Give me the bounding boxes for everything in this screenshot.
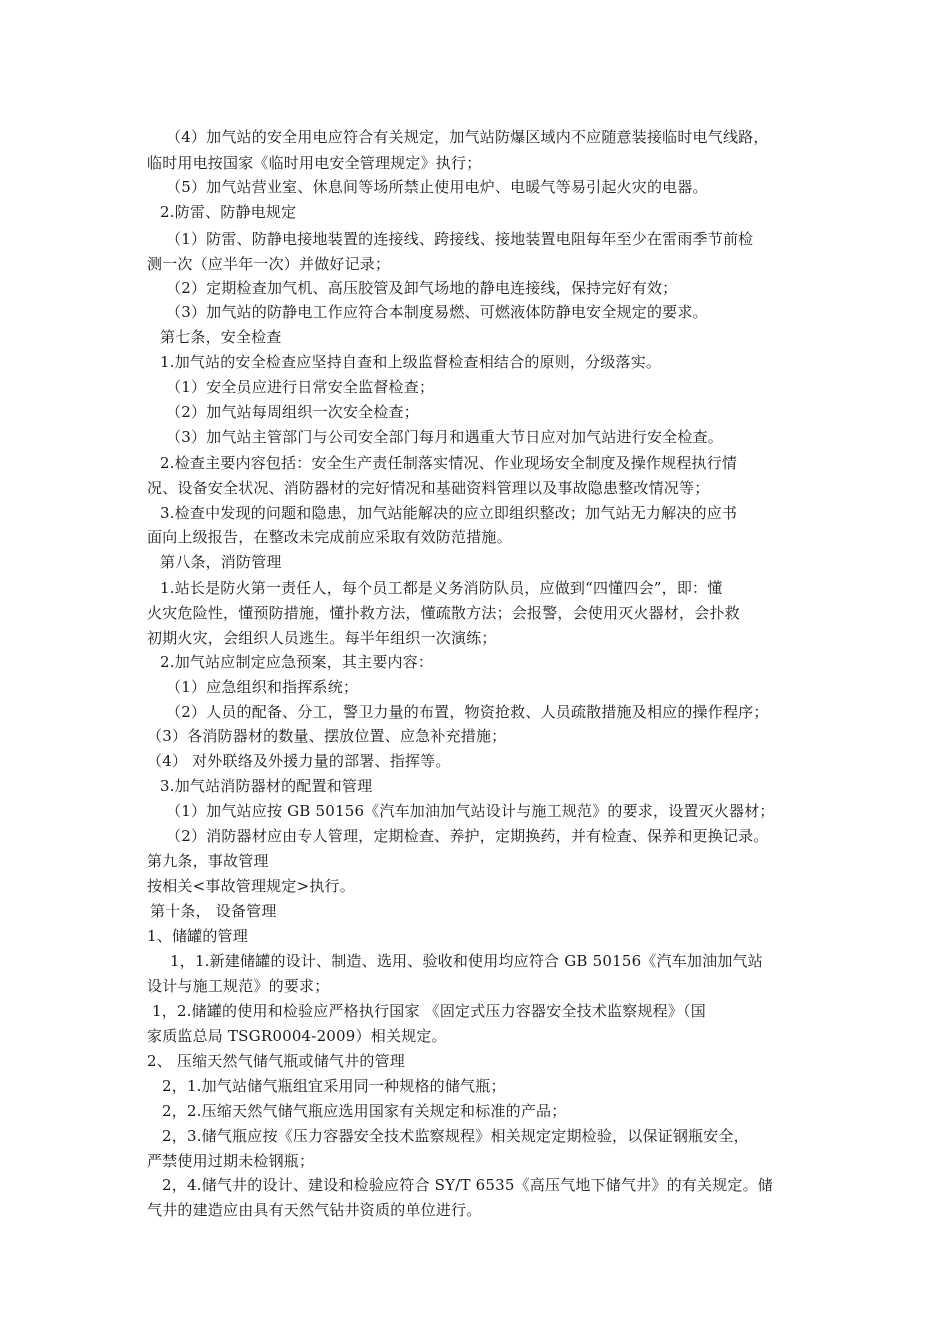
text-line: 测一次（应半年一次）并做好记录；: [147, 255, 391, 273]
article-heading: 第八条，消防管理: [160, 553, 282, 571]
text-line: 2.检查主要内容包括：安全生产责任制落实情况、作业现场安全制度及操作规程执行情: [160, 454, 738, 472]
text-line: （2）定期检查加气机、高压胶管及卸气场地的静电连接线，保持完好有效；: [166, 279, 678, 297]
text-line: （1）应急组织和指挥系统；: [166, 678, 359, 696]
article-heading: 第九条，事故管理: [147, 852, 269, 870]
text-line: （1）安全员应进行日常安全监督检查；: [166, 378, 435, 396]
text-line: （1）加气站应按 GB 50156《汽车加油加气站设计与施工规范》的要求，设置灭火器材；: [166, 802, 775, 820]
text-line: （3）加气站的防静电工作应符合本制度易燃、可燃液体防静电安全规定的要求。: [166, 303, 708, 321]
text-line: （5）加气站营业室、休息间等场所禁止使用电炉、电暖气等易引起火灾的电器。: [166, 178, 708, 196]
text-line: （3）各消防器材的数量、摆放位置、应急补充措施；: [147, 727, 507, 745]
section-heading: 3.加气站消防器材的配置和管理: [160, 777, 373, 795]
text-line: 1，2.储罐的使用和检验应严格执行国家 《固定式压力容器安全技术监察规程》（国: [152, 1002, 706, 1020]
text-line: 设计与施工规范》的要求；: [147, 977, 330, 995]
section-heading: 2、 压缩天然气储气瓶或储气井的管理: [147, 1052, 405, 1070]
text-line: （3）加气站主管部门与公司安全部门每月和遇重大节日应对加气站进行安全检查。: [166, 428, 723, 446]
text-line: 1.加气站的安全检查应坚持自查和上级监督检查相结合的原则，分级落实。: [160, 353, 662, 371]
text-line: 按相关<事故管理规定>执行。: [147, 877, 355, 895]
text-line: 2.加气站应制定应急预案，其主要内容：: [160, 653, 434, 671]
article-heading: 第十条， 设备管理: [150, 902, 277, 920]
article-heading: 第七条，安全检查: [160, 328, 282, 346]
text-line: 2，3.储气瓶应按《压力容器安全技术监察规程》相关规定定期检验，以保证钢瓶安全，: [162, 1127, 749, 1145]
text-line: （2）消防器材应由专人管理，定期检查、养护，定期换药，并有检查、保养和更换记录。: [166, 827, 769, 845]
text-line: 严禁使用过期未检钢瓶；: [147, 1152, 315, 1170]
text-line: 况、设备安全状况、消防器材的完好情况和基础资料管理以及事故隐患整改情况等；: [147, 479, 710, 497]
text-line: 临时用电按国家《临时用电安全管理规定》执行；: [147, 154, 482, 172]
text-line: 初期火灾，会组织人员逃生。每半年组织一次演练；: [147, 629, 497, 647]
text-line: （2）加气站每周组织一次安全检查；: [166, 403, 419, 421]
text-line: （4）加气站的安全用电应符合有关规定，加气站防爆区域内不应随意装接临时电气线路，: [166, 128, 769, 146]
text-line: 气井的建造应由具有天然气钻井资质的单位进行。: [147, 1201, 482, 1219]
text-line: 面向上级报告，在整改未完成前应采取有效防范措施。: [147, 528, 512, 546]
text-line: （4） 对外联络及外援力量的部署、指挥等。: [147, 752, 451, 770]
text-line: 家质监总局 TSGR0004-2009）相关规定。: [147, 1027, 447, 1045]
text-line: （1）防雷、防静电接地装置的连接线、跨接线、接地装置电阻每年至少在雷雨季节前检: [166, 230, 754, 248]
text-line: 火灾危险性，懂预防措施，懂扑救方法，懂疏散方法；会报警，会使用灭火器材，会扑救: [147, 604, 740, 622]
section-heading: 1、储罐的管理: [147, 927, 248, 945]
text-line: 2，4.储气井的设计、建设和检验应符合 SY/T 6535《高压气地下储气井》的有关规定。储: [162, 1176, 774, 1194]
text-line: 1，1.新建储罐的设计、制造、选用、验收和使用均应符合 GB 50156《汽车加油加气站: [170, 952, 763, 970]
text-line: 2，1.加气站储气瓶组宜采用同一种规格的储气瓶；: [162, 1077, 506, 1095]
text-line: 2，2.压缩天然气储气瓶应选用国家有关规定和标准的产品；: [162, 1102, 567, 1120]
text-line: 3.检查中发现的问题和隐患，加气站能解决的应立即组织整改；加气站无力解决的应书: [160, 504, 738, 522]
text-line: （2）人员的配备、分工，警卫力量的布置，物资抢救、人员疏散措施及相应的操作程序；: [166, 703, 769, 721]
section-heading: 2.防雷、防静电规定: [160, 203, 297, 221]
text-line: 1.站长是防火第一责任人，每个员工都是义务消防队员，应做到“四懂四会”，即：懂: [160, 579, 723, 597]
